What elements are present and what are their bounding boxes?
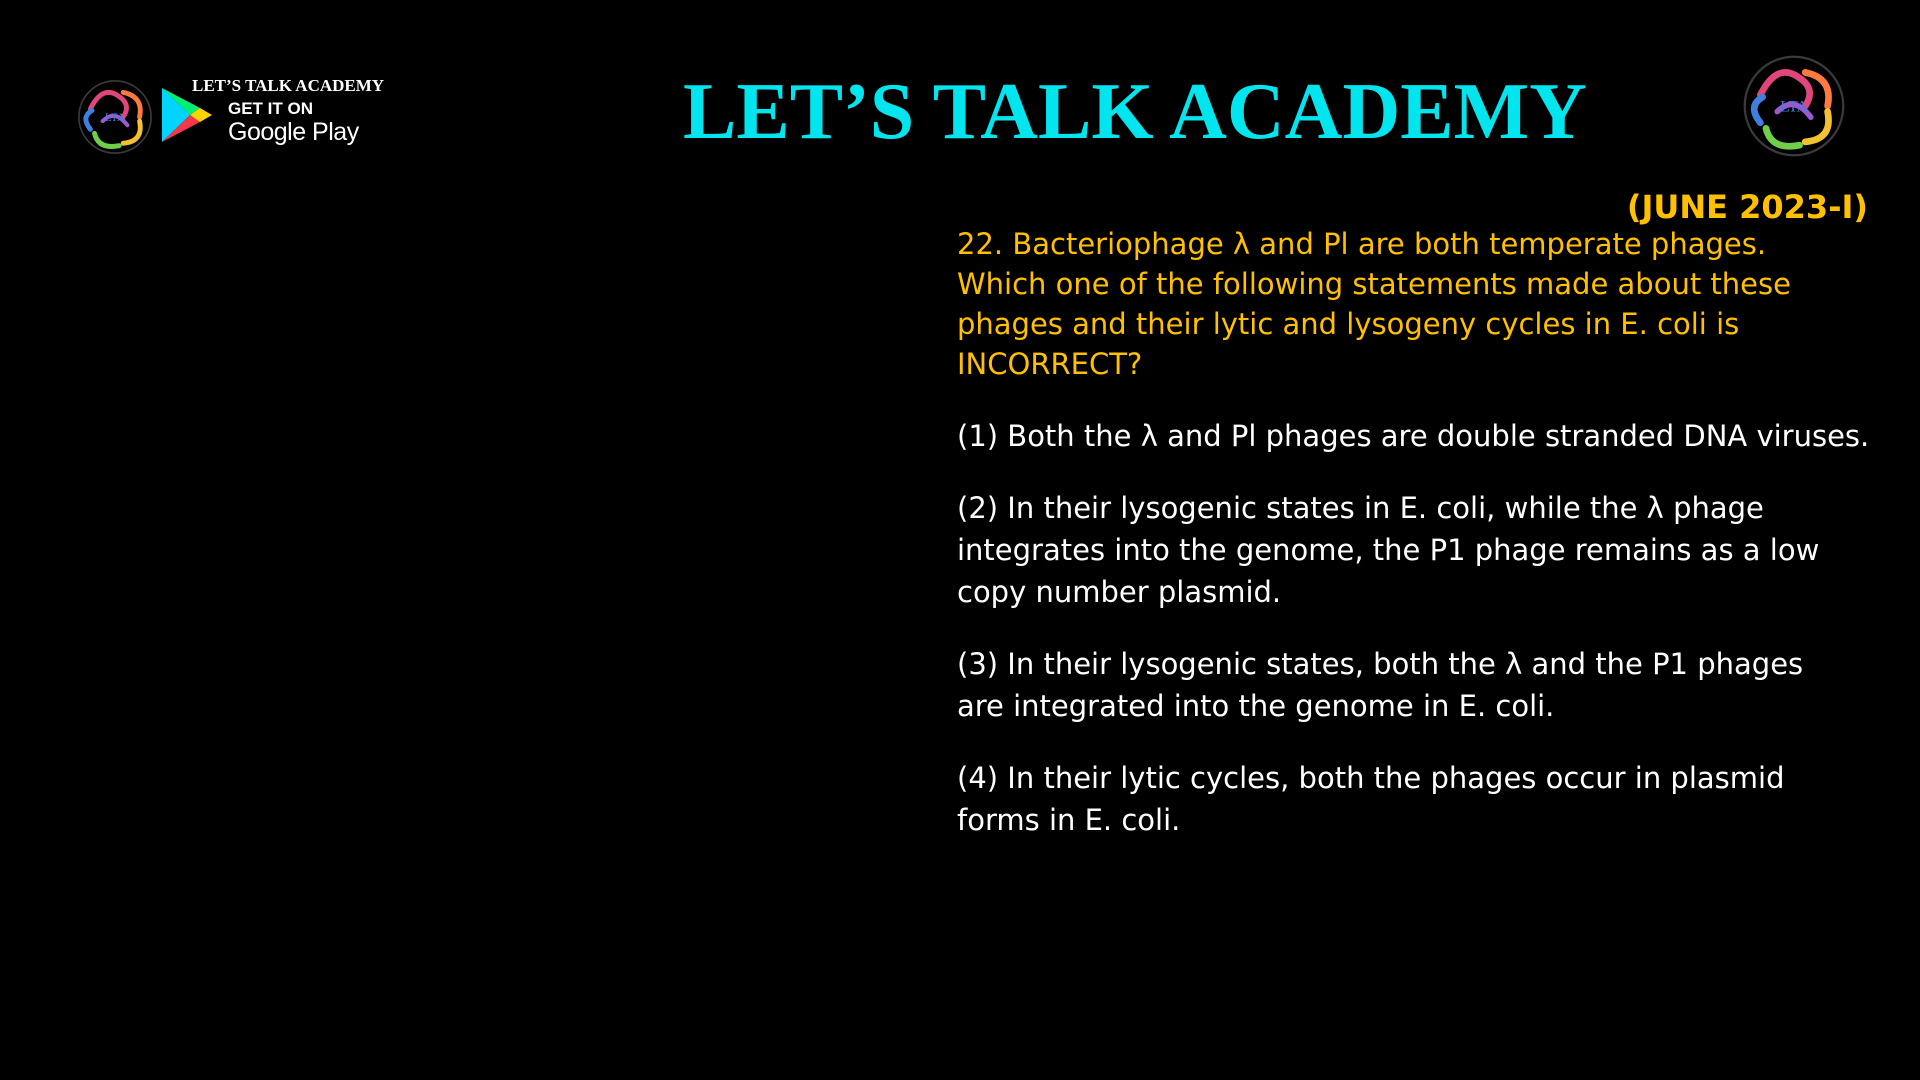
option-3: (3) In their lysogenic states, both the λ and the P1 phages are integrated into the genome in E. coli. [957,647,1804,723]
page-title: LET’S TALK ACADEMY [683,68,1587,156]
academy-logo-icon [74,76,156,158]
badge-get-it-on: GET IT ON [228,99,313,118]
svg-text:LTA: LTA [104,112,126,125]
academy-logo-icon [1738,50,1850,162]
badge-brand: LET’S TALK ACADEMY [192,76,385,95]
google-play-icon[interactable] [160,86,214,144]
question-text: 22. Bacteriophage λ and Pl are both temperate phages. Which one of the following statements made about these phages and their lytic and lysogeny cycles in E. coli is INCORRECT? [957,227,1791,381]
svg-text:LTA: LTA [1780,98,1808,116]
badge-google-play[interactable]: Google Play [228,118,359,146]
option-4: (4) In their lytic cycles, both the phages occur in plasmid forms in E. coli. [957,761,1785,837]
option-1: (1) Both the λ and Pl phages are double stranded DNA viruses. [957,419,1870,453]
exam-tag: (JUNE 2023-I) [1626,188,1868,226]
option-2: (2) In their lysogenic states in E. coli, while the λ phage integrates into the genome, the P1 phage remains as a low copy number plasmid. [957,491,1820,609]
